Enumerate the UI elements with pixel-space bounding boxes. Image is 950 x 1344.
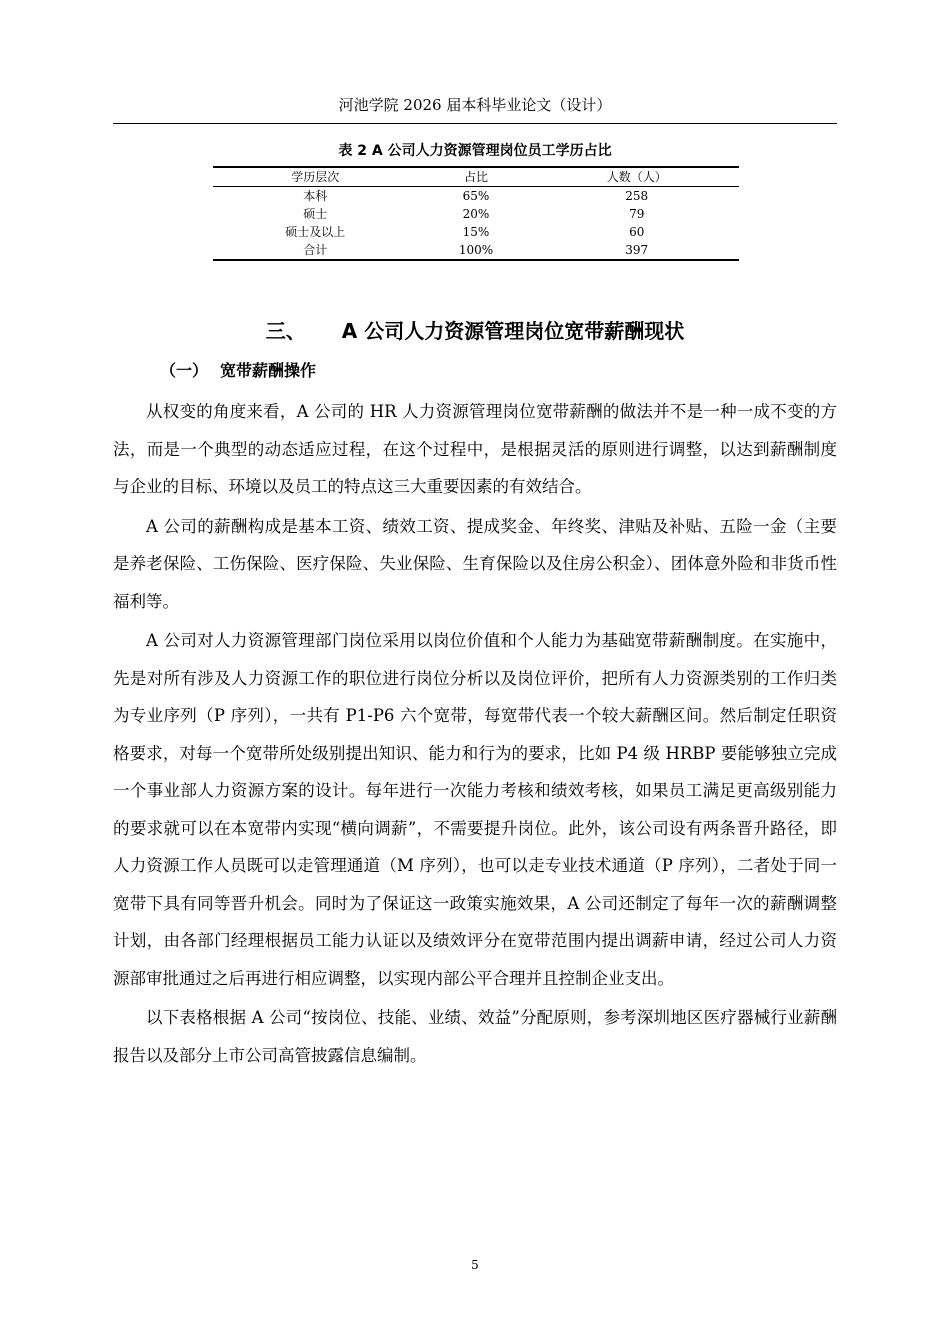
page-number: 5 [471,1258,479,1272]
cell-count: 79 [629,207,645,221]
paragraph: 以下表格根据 A 公司“按岗位、技能、业绩、效益”分配原则，参考深圳地区医疗器械行业薪酬报告以及部分上市公司高管披露信息编制。 [113,1008,837,1065]
table-row [213,187,739,206]
body-text [113,393,837,1076]
table-row [213,205,739,223]
cell-count: 258 [625,189,649,203]
paragraph: A 公司的薪酬构成是基本工资、绩效工资、提成奖金、年终奖、津贴及补贴、五险一金（主要是养老保险、工伤保险、医疗保险、失业保险、生育保险以及住房公积金）、团体意外险和非货币性福利等。 [113,516,837,611]
cell-education: 硕士及以上 [285,225,346,239]
section-number: 三、 [265,319,306,343]
cell-ratio: 65% [462,189,490,203]
table-row [213,223,739,241]
cell-education: 硕士 [303,207,328,221]
table-row-total [213,241,739,260]
column-header-ratio: 占比 [418,167,535,187]
running-header: 河池学院 2026 届本科毕业论文（设计） [338,96,612,114]
paragraph: 从权变的角度来看，A 公司的 HR 人力资源管理岗位宽带薪酬的做法并不是一种一成不变的方法，而是一个典型的动态适应过程，在这个过程中，是根据灵活的原则进行调整，以达到薪酬制度与企业的目标、环境以及员工的特点这三大重要因素的有效结合。 [113,402,837,496]
table-header-row [213,167,739,187]
column-header-count: 人数（人） [534,167,739,187]
cell-ratio: 20% [462,207,490,221]
paragraph: A 公司对人力资源管理部门岗位采用以岗位价值和个人能力为基础宽带薪酬制度。在实施中，先是对所有涉及人力资源工作的职位进行岗位分析以及岗位评价，把所有人力资源类别的工作归类为专业序列（P 序列），一共有 P1-P6 六个宽带，每宽带代表一个较大薪酬区间。然后制定任职资格要求，对每一个宽带所处级别提出知识、能力和行为的要求，比如 P4 级 HRBP 要能够独立完成一个事业部人力资源方案的设计。每年进行一次能力考核和绩效考核，如果员工满足更高级别能力的要求就可以在本宽带内实现“横向调薪”，不需要提升岗位。此外，该公司设有两条晋升路径，即人力资源工作人员既可以走管理通道（M 序列），也可以走专业技术通道（P 序列），二者处于同一宽带下具有同等晋升机会。同时为了保证这一政策实施效果，A 公司还制定了每年一次的薪酬调整计划，由各部门经理根据员工能力认证以及绩效评分在宽带范围内提出调薪申请，经过公司人力资源部审批通过之后再进行相应调整，以实现内部公平合理并且控制企业支出。 [113,631,837,988]
subsection-number: （一） [160,361,209,380]
cell-count: 397 [534,241,739,260]
cell-education: 本科 [303,189,328,203]
education-table [213,166,739,261]
section-heading [113,315,837,344]
header-rule [113,123,837,124]
cell-ratio: 100% [418,241,535,260]
cell-education: 合计 [213,241,418,260]
cell-ratio: 15% [462,225,490,239]
subsection-title: 宽带薪酬操作 [220,361,317,380]
table-caption: 表 2 A 公司人力资源管理岗位员工学历占比 [338,143,612,159]
section-title: A 公司人力资源管理岗位宽带薪酬现状 [341,319,685,343]
column-header-education: 学历层次 [213,167,418,187]
subsection-heading [160,358,316,381]
cell-count: 60 [629,225,645,239]
